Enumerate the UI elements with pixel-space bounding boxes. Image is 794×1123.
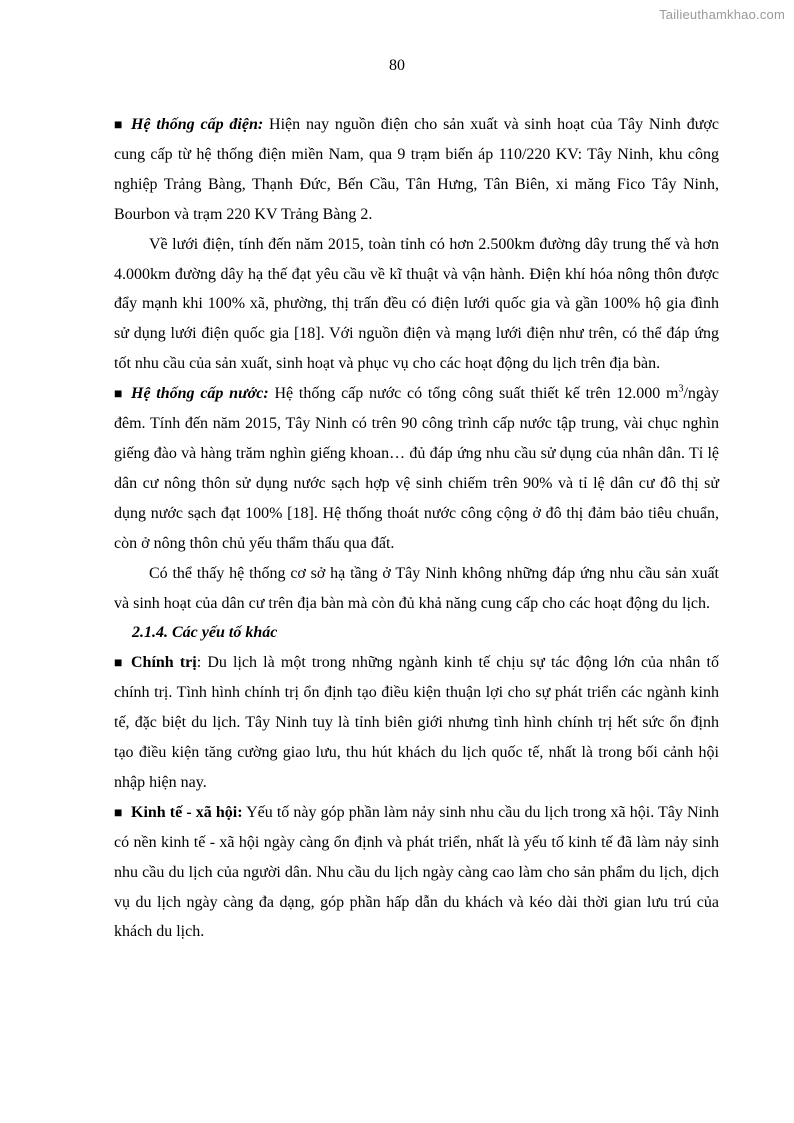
paragraph-infrastructure-summary: Có thể thấy hệ thống cơ sở hạ tầng ở Tây Ninh không những đáp ứng nhu cầu sản xuất và sinh hoạt của dân cư trên địa bàn mà còn đủ khả năng cung cấp cho các hoạt động du lịch. [114, 564, 719, 612]
lead-power-supply: Hệ thống cấp điện: [131, 116, 264, 133]
square-bullet-icon: ■ [114, 118, 123, 133]
text-economy-society: Yếu tố này góp phần làm nảy sinh nhu cầu du lịch trong xã hội. Tây Ninh có nền kinh tế - xã hội ngày càng ổn định và phát triển, nhất là yếu tố kinh tế đã làm nảy sinh nhu cầu du lịch của người dân. Nhu cầu du lịch ngày càng cao làm cho sản phẩm du lịch, dịch vụ du lịch ngày càng đa dạng, góp phần hấp dẫn du khách và kéo dài thời gian lưu trú của khách du lịch. [114, 803, 719, 941]
superscript-3: 3 [678, 383, 684, 395]
paragraph-politics [114, 648, 719, 798]
square-bullet-icon: ■ [114, 387, 123, 403]
text-water-supply-a: Hệ thống cấp nước có tổng công suất thiết kế trên 12.000 m [268, 385, 679, 403]
paragraph-economy-society [114, 798, 719, 948]
lead-economy-society: Kinh tế - xã hội: [131, 803, 243, 821]
text-water-supply-b: /ngày đêm. Tính đến năm 2015, Tây Ninh có trên 90 công trình cấp nước tập trung, vài chục nghìn giếng đào và hàng trăm nghìn giếng khoan… đủ đáp ứng nhu cầu sử dụng của nhân dân. Tỉ lệ dân cư nông thôn sử dụng nước sạch hợp vệ sinh chiếm trên 90% và tỉ lệ dân cư đô thị sử dụng nước sạch đạt 100% [18]. Hệ thống thoát nước công cộng ở đô thị đảm bảo tiêu chuẩn, còn ở nông thôn chủ yếu thẩm thấu qua đất. [114, 385, 719, 552]
paragraph-power-supply [114, 110, 719, 230]
text-politics: : Du lịch là một trong những ngành kinh tế chịu sự tác động lớn của nhân tố chính trị. Tình hình chính trị ổn định tạo điều kiện thuận lợi cho sự phát triển các ngành kinh tế, đặc biệt du lịch. Tây Ninh tuy là tỉnh biên giới nhưng tình hình chính trị hết sức ổn định tạo điều kiện tăng cường giao lưu, thu hút khách du lịch quốc tế, nhất là trong bối cảnh hội nhập hiện nay. [114, 654, 720, 791]
section-heading: 2.1.4. Các yếu tố khác [132, 624, 278, 642]
paragraph-water-supply [114, 379, 719, 558]
watermark: Tailieuthamkhao.com [659, 7, 785, 22]
document-body [114, 110, 719, 947]
paragraph-power-grid: Về lưới điện, tính đến năm 2015, toàn tỉnh có hơn 2.500km đường dây trung thế và hơn 4.000km đường dây hạ thế đạt yêu cầu về kĩ thuật và vận hành. Điện khí hóa nông thôn được đẩy mạnh khi 100% xã, phường, thị trấn đều có điện lưới quốc gia và gần 100% hộ gia đình sử dụng lưới điện quốc gia [18]. Với nguồn điện và mạng lưới điện như trên, có thể đáp ứng tốt nhu cầu của sản xuất, sinh hoạt và phục vụ cho các hoạt động du lịch trên địa bàn. [114, 235, 719, 373]
lead-politics: Chính trị [131, 654, 197, 672]
lead-water-supply: Hệ thống cấp nước: [131, 385, 269, 403]
page-number: 80 [389, 57, 405, 74]
square-bullet-icon: ■ [114, 656, 123, 672]
square-bullet-icon: ■ [114, 805, 123, 821]
text-power-supply: Hiện nay nguồn điện cho sản xuất và sinh hoạt của Tây Ninh được cung cấp từ hệ thống điện miền Nam, qua 9 trạm biến áp 110/220 KV: Tây Ninh, khu công nghiệp Trảng Bàng, Thạnh Đức, Bến Cầu, Tân Hưng, Tân Biên, xi măng Fico Tây Ninh, Bourbon và trạm 220 KV Trảng Bàng 2. [114, 116, 719, 223]
